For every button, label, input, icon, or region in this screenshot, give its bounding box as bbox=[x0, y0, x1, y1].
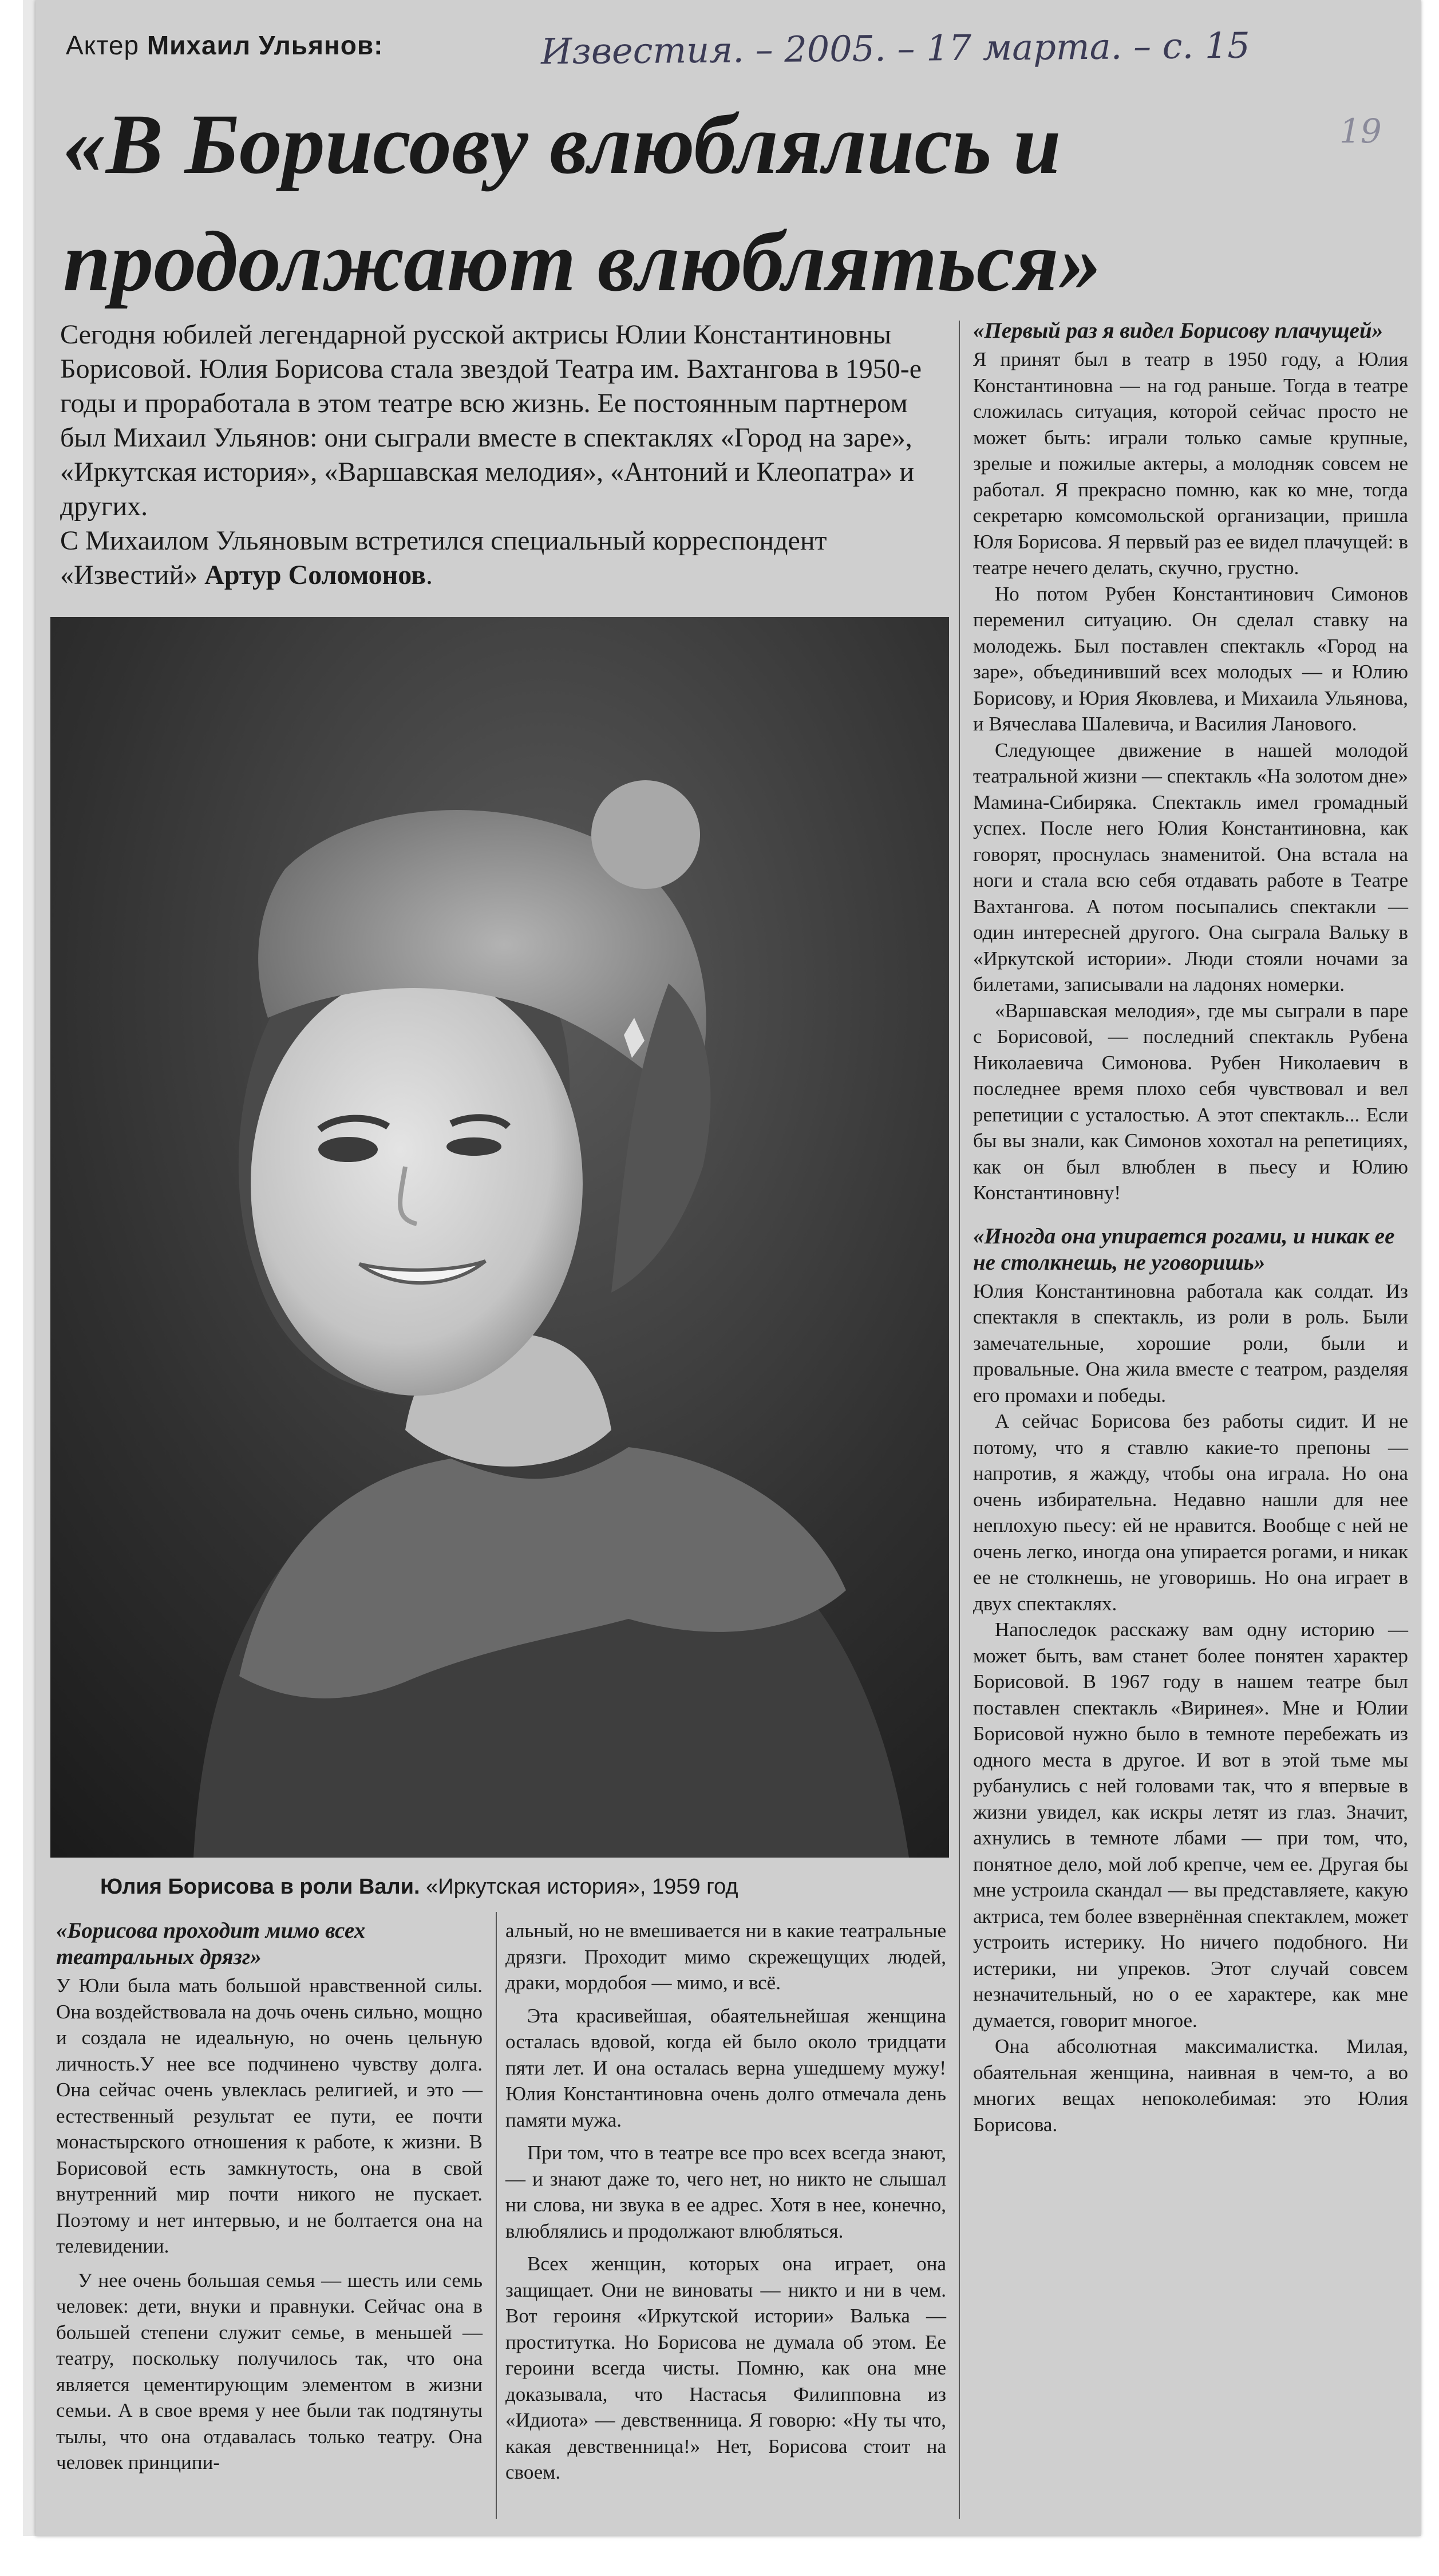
lead-paragraph: Сегодня юбилей легендарной русской актрисы Юлии Константиновны Борисовой. Юлия Борисова стала звездой Театра им. Вахтангова в 1950-е годы и проработала в этом театре всю жизнь. Ее постоянным партнером был Михаил Ульянов: они сыграли вместе в спектаклях «Город на заре», «Иркутская история», «Варшавская мелодия», «Антоний и Клеопатра» и других. bbox=[60, 319, 922, 521]
photo-caption bbox=[100, 1875, 738, 1899]
subhead-right-1: «Первый раз я видел Борисову плачущей» bbox=[973, 318, 1383, 343]
column-rule bbox=[496, 1912, 497, 2519]
subhead-right-2: «Иногда она упирается рогами, и никак ее не столкнешь, не уговоришь» bbox=[973, 1223, 1395, 1275]
paragraph: Юлия Константиновна работала как солдат. Из спектакля в спектакль, из роли в роль. Были замечательные, хорошие роли, были и провальные. Она жила вместе с театром, разделяя его промахи и победы. bbox=[973, 1279, 1408, 1406]
paragraph: альный, но не вмешивается ни в какие театральные дрязги. Проходит мимо скрежещущих людей, драки, мордобоя — мимо, и всё. bbox=[505, 1919, 946, 1994]
subhead-left: «Борисова проходит мимо всех театральных дрязг» bbox=[56, 1918, 366, 1969]
caption-bold: Юлия Борисова в роли Вали. bbox=[100, 1875, 420, 1899]
middle-column bbox=[505, 1918, 946, 2486]
paragraph: У нее очень большая семья — шесть или семь человек: дети, внуки и правнуки. Сейчас она в большей степени служит семье, в меньшей — театру, поскольку получилось так, что она является цементирующим элементом в жизни семьи. А в свое время у нее были так подтянуты тылы, что она отдавалась только театру. Она человек принципи- bbox=[56, 2269, 483, 2474]
handwritten-citation: Известия. – 2005. – 17 марта. – с. 15 bbox=[540, 24, 1251, 73]
paragraph: «Варшавская мелодия», где мы сыграли в паре с Борисовой, — последний спектакль Рубена Николаевича Симонова. Рубен Николаевич в последнее время плохо себя чувствовал и вел репетиции с усталостью. А этот спектакль... Если бы вы знали, как Симонов хохотал на репетициях, как он был влюблен в пьесу и Юлию Константиновну! bbox=[973, 999, 1408, 1204]
left-column bbox=[56, 1918, 483, 2476]
kicker-label: Актер bbox=[66, 30, 140, 60]
article-kicker bbox=[66, 30, 383, 61]
column-rule bbox=[959, 321, 960, 2519]
article-headline: «В Борисову влюблялись и продолжают влюбляться» bbox=[63, 97, 1102, 309]
paragraph: Напоследок расскажу вам одну историю — может быть, вам станет более понятен характер Борисовой. В 1967 году в нашем театре был поставлен спектакль «Виринея». Мне и Юлии Борисовой нужно было в темноте перебежать из одного места в другое. И вот в этой тьме мы рубанулись с ней головами так, что я впервые в жизни увидел, как искры летят из глаз. Значит, ахнулись в темноте лбами — при том, что, понятное дело, мой лоб крепче, чем ее. Другая бы мне устроила скандал — вы представляете, какую актриса, тем более взвернённая спектаклем, может устроить истерику. Но ничего подобного. Ни истерики, ни упреков. Этот случай совсем незначительный, но о ее характере, как мне думается, говорит многое. bbox=[973, 1618, 1408, 2032]
paragraph: А сейчас Борисова без работы сидит. И не потому, что я ставлю какие-то препоны — напротив, я жажду, чтобы она играла. Но она очень избирательна. Недавно нашли для нее неплохую пьесу: ей не нравится. Вообще с ней не очень легко, иногда она упирается рогами, и никак ее не столкнешь, не уговоришь. Но она играет в двух спектаклях. bbox=[973, 1410, 1408, 1615]
paragraph: Я принят был в театр в 1950 году, а Юлия Константиновна — на год раньше. Тогда в театре сложилась ситуация, которой сейчас просто не может быть: играли только самые крупные, зрелые и пожилые актеры, а молодняк совсем не работал. Я прекрасно помню, как ко мне, тогда секретарю комсомольской организации, пришла Юля Борисова. Я первый раз ее видел плачущей: в театре нечего делать, скучно, грустно. bbox=[973, 348, 1408, 579]
handwritten-page-mark: 19 bbox=[1339, 112, 1382, 151]
paragraph: При том, что в театре все про всех всегда знают, — и знают даже то, чего нет, но никто не слышал ни слова, ни звука в ее адрес. Хотя в нее, конечно, влюблялись и продолжают влюбляться. bbox=[505, 2142, 946, 2242]
paragraph: Следующее движение в нашей молодой театральной жизни — спектакль «На золотом дне» Мамина-Сибиряка. Спектакль имел громадный успех. После него Юлия Константиновна, как говорят, проснулась знаменитой. Она встала на ноги и стала всю себя отдавать работе в Театре Вахтангова. А потом посыпались спектакли — один интересней другого. Она сыграла Вальку в «Иркутской истории». Люди стояли ночами за билетами, записывали на ладонях номерки. bbox=[973, 738, 1408, 995]
caption-text: «Иркутская история», 1959 год bbox=[426, 1875, 738, 1899]
article-lead bbox=[60, 318, 953, 592]
lead-byline: С Михаилом Ульяновым встретился специальный корреспондент «Известий» Артур Соломонов. bbox=[60, 526, 827, 590]
page-edge bbox=[23, 0, 35, 2536]
paragraph: Она абсолютная максималистка. Милая, обаятельная женщина, наивная в чем-то, а во многих вещах непоколебимая: это Юлия Борисова. bbox=[973, 2035, 1408, 2136]
right-column bbox=[973, 318, 1408, 2138]
portrait-photo bbox=[50, 617, 949, 1858]
paragraph: У Юли была мать большой нравственной силы. Она воздействовала на дочь очень сильно, мощно и создала не идеальную, но очень цельную личность.У нее все подчинено чувству долга. Она сейчас очень увлеклась религией, и это — естественный результат ее пути, ее почти монастырского отношения к работе, к жизни. В Борисовой есть замкнутость, она в свой внутренний мир почти никого не пускает. Поэтому и нет интервью, и не болтается она на телевидении. bbox=[56, 1974, 483, 2257]
author-name: Артур Соломонов bbox=[204, 560, 426, 590]
kicker-name: Михаил Ульянов: bbox=[147, 30, 384, 60]
portrait-illustration bbox=[50, 617, 949, 1858]
paragraph: Всех женщин, которых она играет, она защищает. Они не виноваты — никто и ни в чем. Вот героиня «Иркутской истории» Валька — проститутка. Но Борисова не думала об этом. Ее героини всегда чисты. Помню, как она мне доказывала, что Настасья Филипповна из «Идиота» — девственница. Я говорю: «Ну ты что, какая девственница!» Нет, Борисова стоит на своем. bbox=[505, 2253, 946, 2483]
paragraph: Но потом Рубен Константинович Симонов переменил ситуацию. Он сделал ставку на молодежь. Был поставлен спектакль «Город на заре», объединивший всех молодых — и Юлию Борисову, и Юрия Яковлева, и Михаила Ульянова, и Вячеслава Шалевича, и Василия Ланового. bbox=[973, 582, 1408, 735]
paragraph: Эта красивейшая, обаятельнейшая женщина осталась вдовой, когда ей было около тридцати пяти лет. И она осталась верна ушедшему мужу! Юлия Константиновна очень долго отмечала день памяти мужа. bbox=[505, 2004, 946, 2131]
